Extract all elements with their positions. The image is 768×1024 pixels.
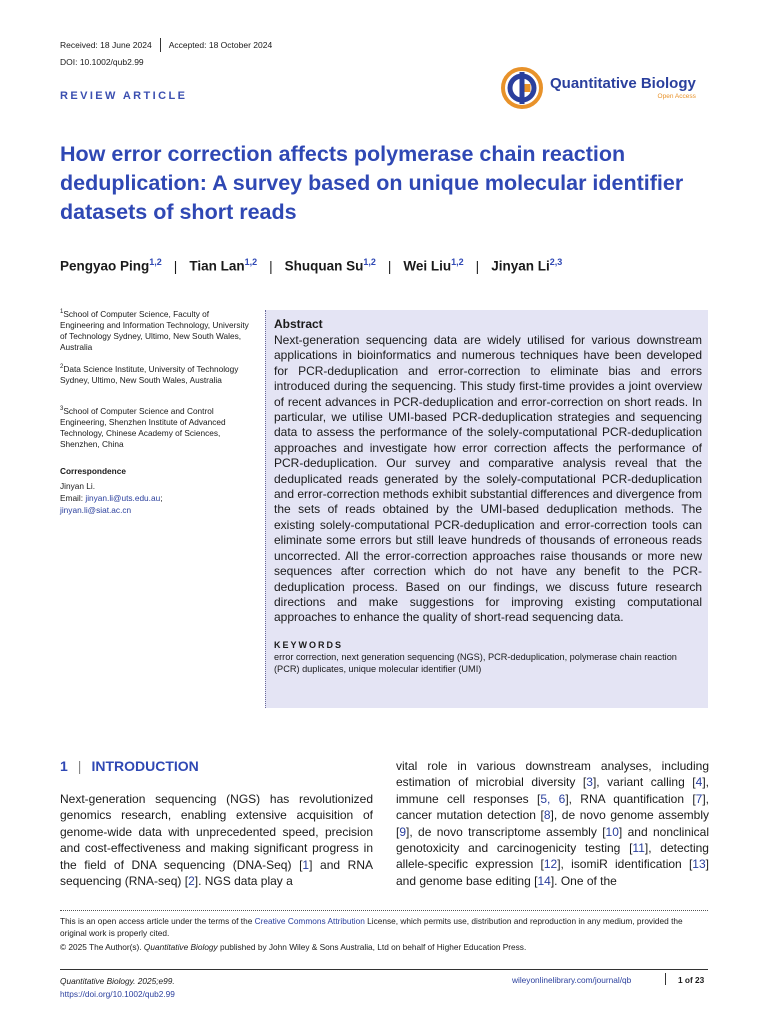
qb-logo-icon [500,66,544,110]
body-text: Next-generation sequencing (NGS) has revolutionized genomics research, enabling extensive acquisition of genome-wide data with unprecedented speed, precision and cost-effectiveness and making significant progress in the field of DNA sequencing (DNA-Seq) [ [60,792,373,872]
journal-logo[interactable] [500,66,696,110]
affiliation-text: School of Computer Science and Control Engineering, Shenzhen Institute of Advanced Technology, Chinese Academy of Sciences, Shenzhen, China [60,405,226,449]
article-type-label: REVIEW ARTICLE [60,90,188,102]
footer-citation-block [60,975,175,1001]
correspondence-heading: Correspondence [60,466,126,476]
email-link-uts[interactable]: jinyan.li@uts.edu.au [85,493,161,503]
received-date: Received: 18 June 2024 [60,40,152,50]
section-number: 1 [60,758,68,774]
section-pipe: | [77,758,82,774]
body-text: ], de novo genome assembly [ [396,808,709,839]
section-title: INTRODUCTION [91,758,199,774]
date-divider [160,38,161,52]
footer-journal-site-link[interactable]: wileyonlinelibrary.com/journal/qb [512,975,632,985]
email-label: Email: [60,493,86,503]
author-separator: | [475,258,480,274]
reference-link[interactable]: 1 [302,857,310,872]
author-affiliation-sup: 2,3 [549,257,563,267]
correspondence-details [60,480,260,516]
footer-divider [665,973,666,985]
affiliation-number: 3 [60,406,64,412]
author-name[interactable]: Shuquan Su [284,258,364,274]
body-text: ], de novo transcriptome assembly [ [406,824,606,839]
license-text-end: License, which permits use, distribution and reproduction in any medium, provided the original work is properly cited. [60,916,683,938]
reference-link[interactable]: 2 [188,874,195,889]
reference-link[interactable]: 9 [399,824,407,839]
author-name[interactable]: Jinyan Li [491,258,550,274]
reference-link[interactable]: 7 [695,791,703,806]
footnote-divider [60,910,708,911]
article-doi: DOI: 10.1002/qub2.99 [60,57,144,67]
footer-citation: Quantitative Biology. 2025;e99. [60,976,175,986]
reference-link[interactable]: 13 [692,857,706,872]
body-text: ], detecting allele-specific expression [ [396,841,709,872]
reference-link[interactable]: 10 [605,824,619,839]
body-text: vital role in various downstream analyses, including estimation of microbial diversity [ [396,759,709,790]
reference-link[interactable]: 11 [632,841,645,856]
author-name[interactable]: Pengyao Ping [60,258,150,274]
email-link-siat[interactable]: jinyan.li@siat.ac.cn [60,505,132,515]
author-affiliation-sup: 1,2 [149,257,162,267]
body-text: ], isomiR identification [ [557,857,693,872]
keywords-text: error correction, next generation sequencing (NGS), PCR-deduplication, polymerase chain reaction (PCR) duplicates, unique molecular identifier (UMI) [274,651,677,674]
keywords-heading: KEYWORDS [274,639,344,650]
author-name[interactable]: Tian Lan [189,258,245,274]
page-number: 1 of 23 [678,975,705,985]
affiliation-number: 2 [60,364,64,370]
footer-rule [60,969,708,970]
journal-name-block [550,76,696,100]
section-heading-introduction [60,758,199,774]
author-affiliation-sup: 1,2 [363,257,376,267]
copyright-text: © 2025 The Author(s). [60,942,144,952]
body-column-right [396,758,709,889]
copyright-text-end: published by John Wiley & Sons Australia, Ltd on behalf of Higher Education Press. [217,942,527,952]
article-title: How error correction affects polymerase chain reaction deduplication: A survey based on unique molecular identifier datasets of short reads [60,142,684,224]
affiliation-text: Data Science Institute, University of Technology Sydney, Ultimo, New South Wales, Australia [60,363,239,385]
body-text: ], RNA quantification [ [565,791,696,806]
article-dates [60,38,272,52]
reference-link[interactable]: 3 [586,775,593,790]
affiliation-number: 1 [60,309,64,315]
correspondence-name: Jinyan Li. [60,481,96,491]
author-separator: | [387,258,392,274]
accepted-date: Accepted: 18 October 2024 [168,40,273,50]
copyright-journal: Quantitative Biology [143,942,218,952]
author-affiliation-sup: 1,2 [244,257,258,267]
open-access-label: Open Access [657,93,696,100]
footer-doi-link[interactable]: https://doi.org/10.1002/qub2.99 [60,989,175,999]
affiliation-text: School of Computer Science, Faculty of Engineering and Information Technology, University of Technology Sydney, Ultimo, New South Wales, Australia [60,308,249,352]
affiliation-2 [60,362,255,386]
copyright-note [60,942,526,952]
reference-link[interactable]: 5, 6 [540,791,566,806]
author-separator: | [173,258,178,274]
affiliation-3 [60,404,255,450]
body-text: ] and genome base editing [ [396,857,709,888]
affiliation-1 [60,307,255,353]
author-name[interactable]: Wei Liu [403,258,452,274]
author-affiliation-sup: 1,2 [451,257,464,267]
body-column-left [60,791,373,889]
abstract-text: Next-generation sequencing data are widely utilised for various downstream applications in bioinformatics and numerous techniques have been developed for PCR-deduplication and error-correction to eliminate bias and errors introduced during the sequencing. This study first-time provides a joint overview of recent advances in PCR-deduplication and error-correction on short reads. In particular, we utilise UMI-based PCR-deduplication strategies and sequencing data to assess the performance of the solely-computational PCR-deduplication approaches and investigate how error correction affects the performance of PCR-deduplication. Our survey and comparative analysis reveal that the deduplicated reads generated by the solely-computational PCR-deduplication and error-correction methods exhibit substantial differences and divergence from the sets of reads obtained by the UMI-based deduplication methods. The existing solely-computational PCR-deduplication and error-correction tools can eliminate some errors but still leave hundreds of thousands of erroneous reads uncorrected. All the error-correction approaches raise thousands or more new sequences after correction which do not have any benefit to the PCR-deduplication process. Based on our findings, we discuss future research directions and make suggestions for improving existing computational approaches to enhance the quality of short-read sequencing data. [274,333,703,625]
author-list [60,257,562,274]
correspondence-emails [60,492,260,504]
body-text: ], variant calling [ [592,775,696,790]
body-text: ]. One of the [550,873,617,888]
license-note [60,915,710,939]
body-text: ] and nonclinical genotoxicity and carcinogenicity testing [ [396,824,709,856]
reference-link[interactable]: 4 [695,775,703,790]
journal-name: Quantitative Biology [550,75,696,92]
body-text: ], cancer mutation detection [ [396,791,710,823]
reference-link[interactable]: 14 [537,873,551,888]
abstract-heading: Abstract [274,317,323,331]
abstract-box [265,310,708,708]
cc-license-link[interactable]: Creative Commons Attribution [254,916,365,926]
email-separator: ; [160,493,163,503]
reference-link[interactable]: 12 [543,857,558,872]
body-text: ], immune cell responses [ [396,775,710,806]
reference-link[interactable]: 8 [543,808,551,823]
license-text: This is an open access article under the terms of the [60,916,255,926]
body-text: ] and RNA sequencing (RNA-seq) [ [60,857,373,889]
author-separator: | [269,258,273,274]
body-text: ]. NGS data play a [194,874,293,889]
